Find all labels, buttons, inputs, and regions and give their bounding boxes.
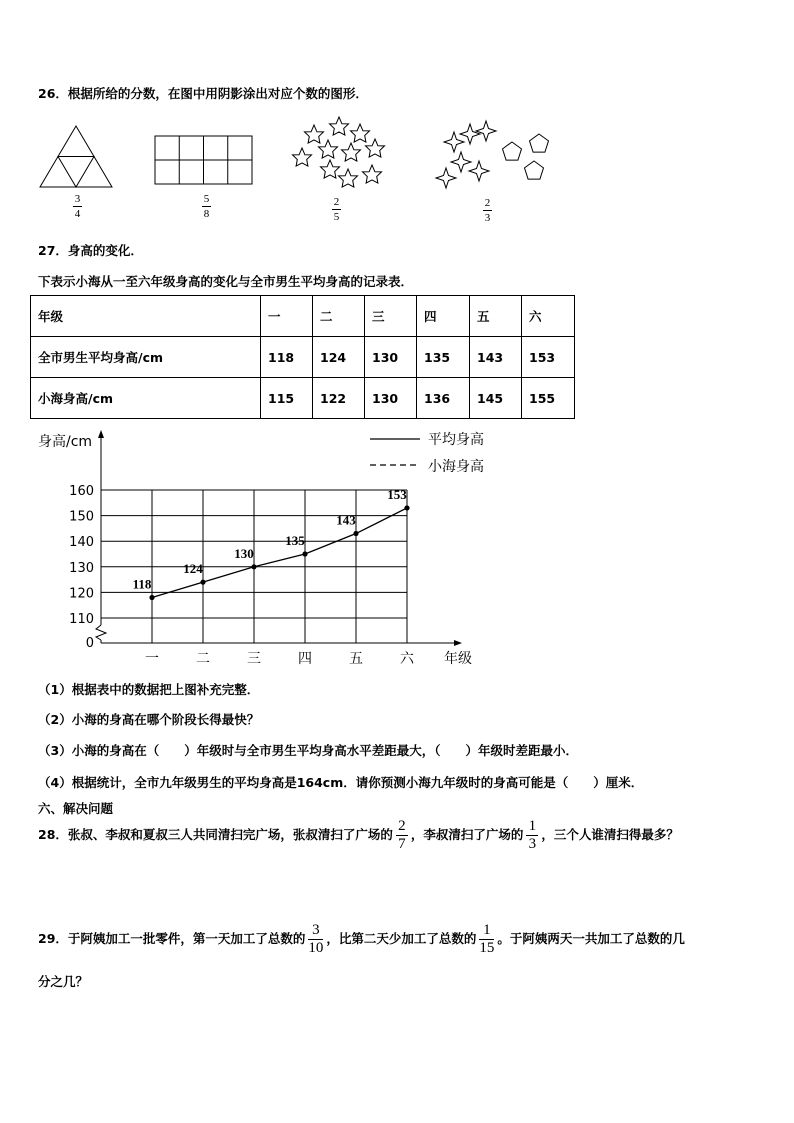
q28-part1: 28．张叔、李叔和夏叔三人共同清扫完广场，张叔清扫了广场的 [38, 827, 393, 842]
data-label: 135 [285, 533, 305, 548]
fraction-2-3: 2 3 [484, 197, 491, 224]
table-cell: 153 [522, 337, 575, 378]
q27-intro: 下表示小海从一至六年级身高的变化与全市男生平均身高的记录表． [38, 274, 414, 289]
fraction-3-10: $\frac{3}{10}$ [308, 922, 324, 956]
data-point [404, 505, 409, 510]
data-label: 118 [132, 576, 152, 592]
y-tick-label: 140 [69, 535, 94, 551]
table-cell: 三 [365, 296, 417, 337]
table-row [31, 337, 575, 378]
section-heading: 六、解决问题 [38, 801, 114, 816]
q29-part3: 。于阿姨两天一共加工了总数的几 [497, 931, 685, 946]
legend-xiaohai-label: 小海身高 [428, 459, 484, 475]
y-tick-label: 130 [69, 560, 94, 576]
y-tick-label: 160 [69, 484, 94, 499]
stars-and-pentagons-figure [432, 118, 558, 194]
height-line-chart [0, 422, 560, 672]
x-tick-label: 五 [349, 651, 363, 667]
table-cell: 130 [365, 378, 417, 419]
table-cell: 全市男生平均身高/cm [31, 337, 261, 378]
fraction-5-8: 5 8 [203, 193, 210, 220]
table-cell: 135 [417, 337, 470, 378]
table-cell: 六 [522, 296, 575, 337]
table-cell: 二 [313, 296, 365, 337]
data-point [251, 564, 256, 569]
x-tick-labels [145, 651, 415, 667]
table-cell: 小海身高/cm [31, 378, 261, 419]
x-axis-label: 年级 [444, 651, 472, 667]
y-axis-arrow [98, 430, 104, 438]
table-cell: 143 [470, 337, 522, 378]
q28-text [38, 818, 679, 853]
q27-sub1: （1）根据表中的数据把上图补充完整． [38, 682, 260, 697]
table-row [31, 378, 575, 419]
q27-sub3: （3）小海的身高在（ ）年级时与全市男生平均身高水平差距最大，（ ）年级时差距最小． [38, 743, 578, 758]
q29-part1: 29．于阿姨加工一批零件，第一天加工了总数的 [38, 931, 306, 946]
fraction-1-15: $\frac{1}{15}$ [479, 922, 495, 956]
fraction-1-3: $\frac{1}{3}$ [526, 818, 538, 853]
x-tick-label: 四 [298, 651, 312, 667]
x-tick-label: 二 [196, 651, 210, 667]
table-cell: 155 [522, 378, 575, 419]
data-point [302, 551, 307, 556]
axis-break-mark [96, 625, 106, 640]
series-line [152, 508, 407, 598]
five-point-stars-figure [288, 114, 392, 196]
q29-text [38, 922, 685, 957]
height-record-table [30, 295, 575, 419]
fraction-3-4: 3 4 [74, 193, 81, 220]
data-label: 124 [183, 561, 203, 577]
data-label: 143 [336, 512, 356, 528]
table-cell: 122 [313, 378, 365, 419]
y-axis-label: 身高/cm [38, 434, 93, 450]
q28-part3: ，三个人谁清扫得最多？ [541, 827, 679, 842]
y-tick-labels [69, 484, 94, 651]
rectangle-grid-figure [154, 135, 254, 187]
data-label: 153 [387, 486, 407, 502]
q27-title: 27．身高的变化． [38, 243, 143, 258]
table-cell: 130 [365, 337, 417, 378]
series-average-height [133, 487, 410, 600]
table-cell: 115 [261, 378, 313, 419]
table-cell: 年级 [31, 296, 261, 337]
table-cell: 124 [313, 337, 365, 378]
x-tick-label: 三 [247, 651, 261, 667]
fraction-2-5: 2 5 [333, 196, 340, 223]
y-tick-label: 150 [69, 509, 94, 525]
table-cell: 118 [261, 337, 313, 378]
y-tick-label: 0 [85, 636, 94, 651]
q27-sub2: （2）小海的身高在哪个阶段长得最快？ [38, 712, 260, 727]
table-cell: 一 [261, 296, 313, 337]
y-tick-label: 110 [69, 612, 94, 627]
table-header-row [31, 296, 575, 337]
table-cell: 136 [417, 378, 470, 419]
q27-sub4: （4）根据统计，全市九年级男生的平均身高是164cm．请你预测小海九年级时的身高可能是（ ）厘米． [38, 775, 644, 790]
q26-title: 26．根据所给的分数，在图中用阴影涂出对应个数的图形． [38, 86, 368, 101]
x-axis-arrow [454, 640, 462, 646]
data-label: 130 [234, 545, 254, 561]
table-cell: 145 [470, 378, 522, 419]
q29-continuation: 分之几？ [38, 974, 89, 989]
data-point [200, 580, 205, 585]
data-point [353, 531, 358, 536]
data-point [149, 595, 154, 600]
chart-legend [370, 431, 484, 475]
fraction-2-7: $\frac{2}{7}$ [396, 818, 408, 853]
q29-part2: ，比第二天少加工了总数的 [326, 931, 477, 946]
x-tick-label: 一 [145, 651, 159, 667]
q28-part2: ，李叔清扫了广场的 [410, 827, 524, 842]
triangle-figure [38, 124, 120, 190]
x-tick-label: 六 [400, 651, 414, 667]
legend-average-label: 平均身高 [428, 432, 484, 448]
table-cell: 五 [470, 296, 522, 337]
y-tick-label: 120 [69, 586, 94, 602]
table-cell: 四 [417, 296, 470, 337]
